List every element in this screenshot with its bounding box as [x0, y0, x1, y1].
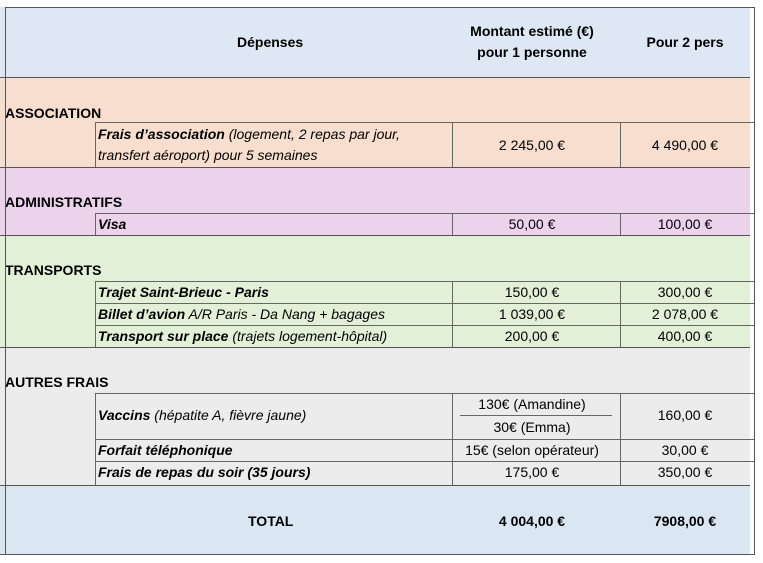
table-row — [0, 213, 750, 235]
total-montant: 4 004,00 € — [498, 513, 566, 529]
row-deux: 350,00 € — [657, 464, 713, 480]
row-label-rest: (logement, 2 repas par jour, — [224, 126, 400, 142]
row-deux: 100,00 € — [657, 216, 713, 232]
row-label-rest: (hépatite A, fièvre jaune) — [150, 407, 307, 423]
row-montant: 150,00 € — [504, 284, 560, 300]
row-montant-emma: 30€ (Emma) — [493, 419, 571, 435]
row-deux: 4 490,00 € — [651, 137, 719, 153]
row-label-bold: Billet d’avion — [98, 306, 186, 322]
row-divider — [95, 122, 755, 123]
table-header — [0, 7, 750, 77]
row-label-bold: Transport sur place — [98, 328, 229, 344]
row-label-bold: Trajet Saint-Brieuc - Paris — [98, 284, 269, 300]
row-deux: 300,00 € — [657, 284, 713, 300]
total-deux: 7908,00 € — [653, 513, 717, 529]
row-divider — [95, 461, 755, 462]
row-divider — [95, 325, 755, 326]
row-montant: 2 245,00 € — [498, 137, 566, 153]
col-divider — [620, 281, 621, 347]
row-montant: 1 039,00 € — [498, 306, 566, 322]
row-label — [98, 283, 418, 301]
col-divider — [452, 122, 453, 167]
col-divider — [95, 122, 96, 167]
total-label: TOTAL — [248, 513, 294, 529]
row-label — [98, 327, 418, 345]
header-deux-pers: Pour 2 pers — [646, 34, 724, 50]
col-divider — [452, 281, 453, 347]
row-divider — [95, 213, 755, 214]
row-divider — [95, 281, 755, 282]
vaccin-split-divider — [460, 415, 612, 416]
row-label — [98, 305, 418, 323]
row-label — [98, 406, 418, 424]
header-depenses: Dépenses — [237, 34, 304, 50]
row-label-line2: transfert aéroport) pour 5 semaines — [98, 147, 318, 163]
row-label-rest: A/R Paris - Da Nang + bagages — [185, 306, 385, 322]
row-label: Visa — [98, 216, 127, 232]
row-deux: 30,00 € — [661, 442, 709, 458]
row-montant: 175,00 € — [504, 464, 560, 480]
row-divider — [95, 439, 755, 440]
table-row — [0, 281, 750, 303]
table-row — [0, 303, 750, 325]
table-row — [0, 393, 750, 439]
section-title: AUTRES FRAIS — [5, 374, 109, 390]
col-divider — [95, 281, 96, 347]
table-row — [0, 439, 750, 461]
table-row — [0, 122, 750, 167]
row-label-bold: Frais d’association — [98, 126, 225, 142]
row-label-rest: (trajets logement-hôpital) — [228, 328, 388, 344]
row-divider — [95, 393, 755, 394]
row-montant-amandine: 130€ (Amandine) — [478, 396, 586, 412]
col-divider — [620, 393, 621, 485]
col-divider — [452, 213, 453, 235]
row-divider — [95, 303, 755, 304]
total-row — [0, 485, 750, 555]
row-deux: 400,00 € — [657, 328, 713, 344]
table-row — [0, 461, 750, 485]
row-montant: 200,00 € — [504, 328, 560, 344]
row-label-bold: Vaccins — [98, 407, 151, 423]
header-montant-line2: pour 1 personne — [477, 44, 587, 60]
col-divider — [452, 393, 453, 485]
row-label — [98, 125, 418, 143]
row-deux: 2 078,00 € — [651, 306, 719, 322]
col-divider — [620, 213, 621, 235]
section-title: ADMINISTRATIFS — [5, 194, 123, 210]
col-divider — [620, 122, 621, 167]
row-montant: 50,00 € — [508, 216, 556, 232]
col-divider — [95, 213, 96, 235]
col-divider — [95, 393, 96, 485]
header-montant-line1: Montant estimé (€) — [470, 23, 594, 39]
row-label: Frais de repas du soir (35 jours) — [98, 464, 311, 480]
section-title: ASSOCIATION — [5, 105, 102, 121]
row-montant: 15€ (selon opérateur) — [465, 442, 599, 458]
table-row — [0, 325, 750, 347]
row-deux: 160,00 € — [657, 407, 713, 423]
section-title: TRANSPORTS — [5, 262, 102, 278]
row-label: Forfait téléphonique — [98, 442, 233, 458]
